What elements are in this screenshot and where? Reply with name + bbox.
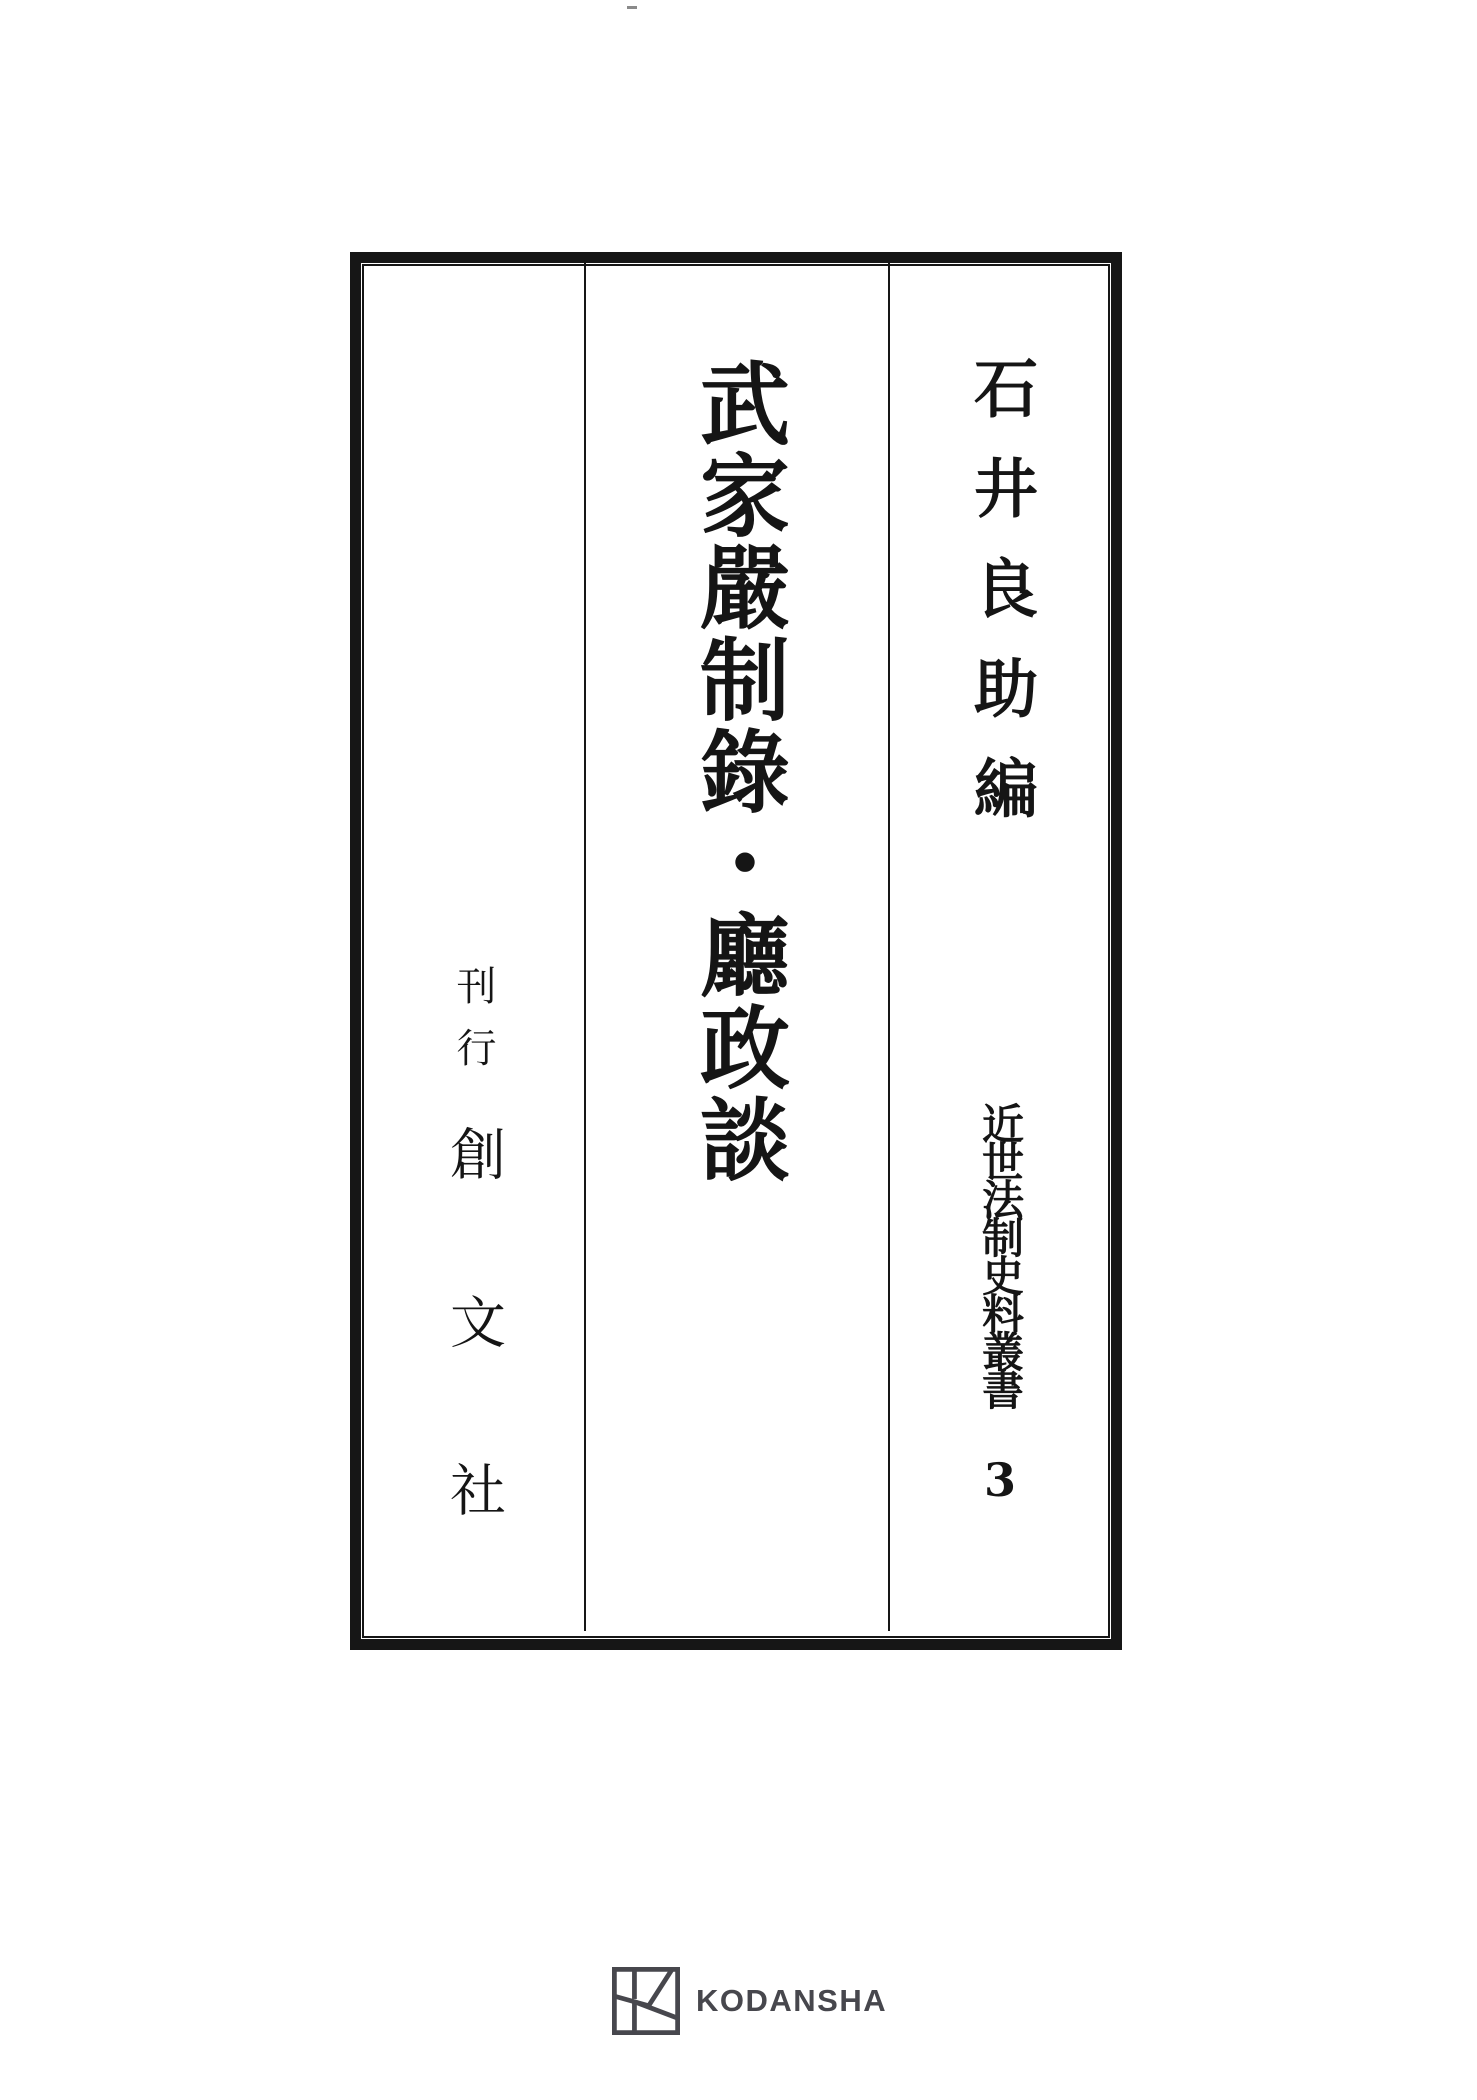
column-divider-right [888,263,890,1631]
publisher-prefix: 刊行 [450,965,496,1089]
book-title: 武家嚴制錄・廳政談 [684,357,790,1185]
series-name: 近世法制史料叢書 [976,1102,1025,1406]
publisher-name: 創文社 [441,1125,506,1629]
series-volume-number: 3 [983,1453,1016,1507]
column-divider-left [584,263,586,1631]
editor-name: 石井良助編 [963,355,1038,855]
kodansha-k-mark-icon [612,1967,680,2035]
kodansha-wordmark: KODANSHA [696,1983,888,2018]
scan-artifact [627,6,637,9]
